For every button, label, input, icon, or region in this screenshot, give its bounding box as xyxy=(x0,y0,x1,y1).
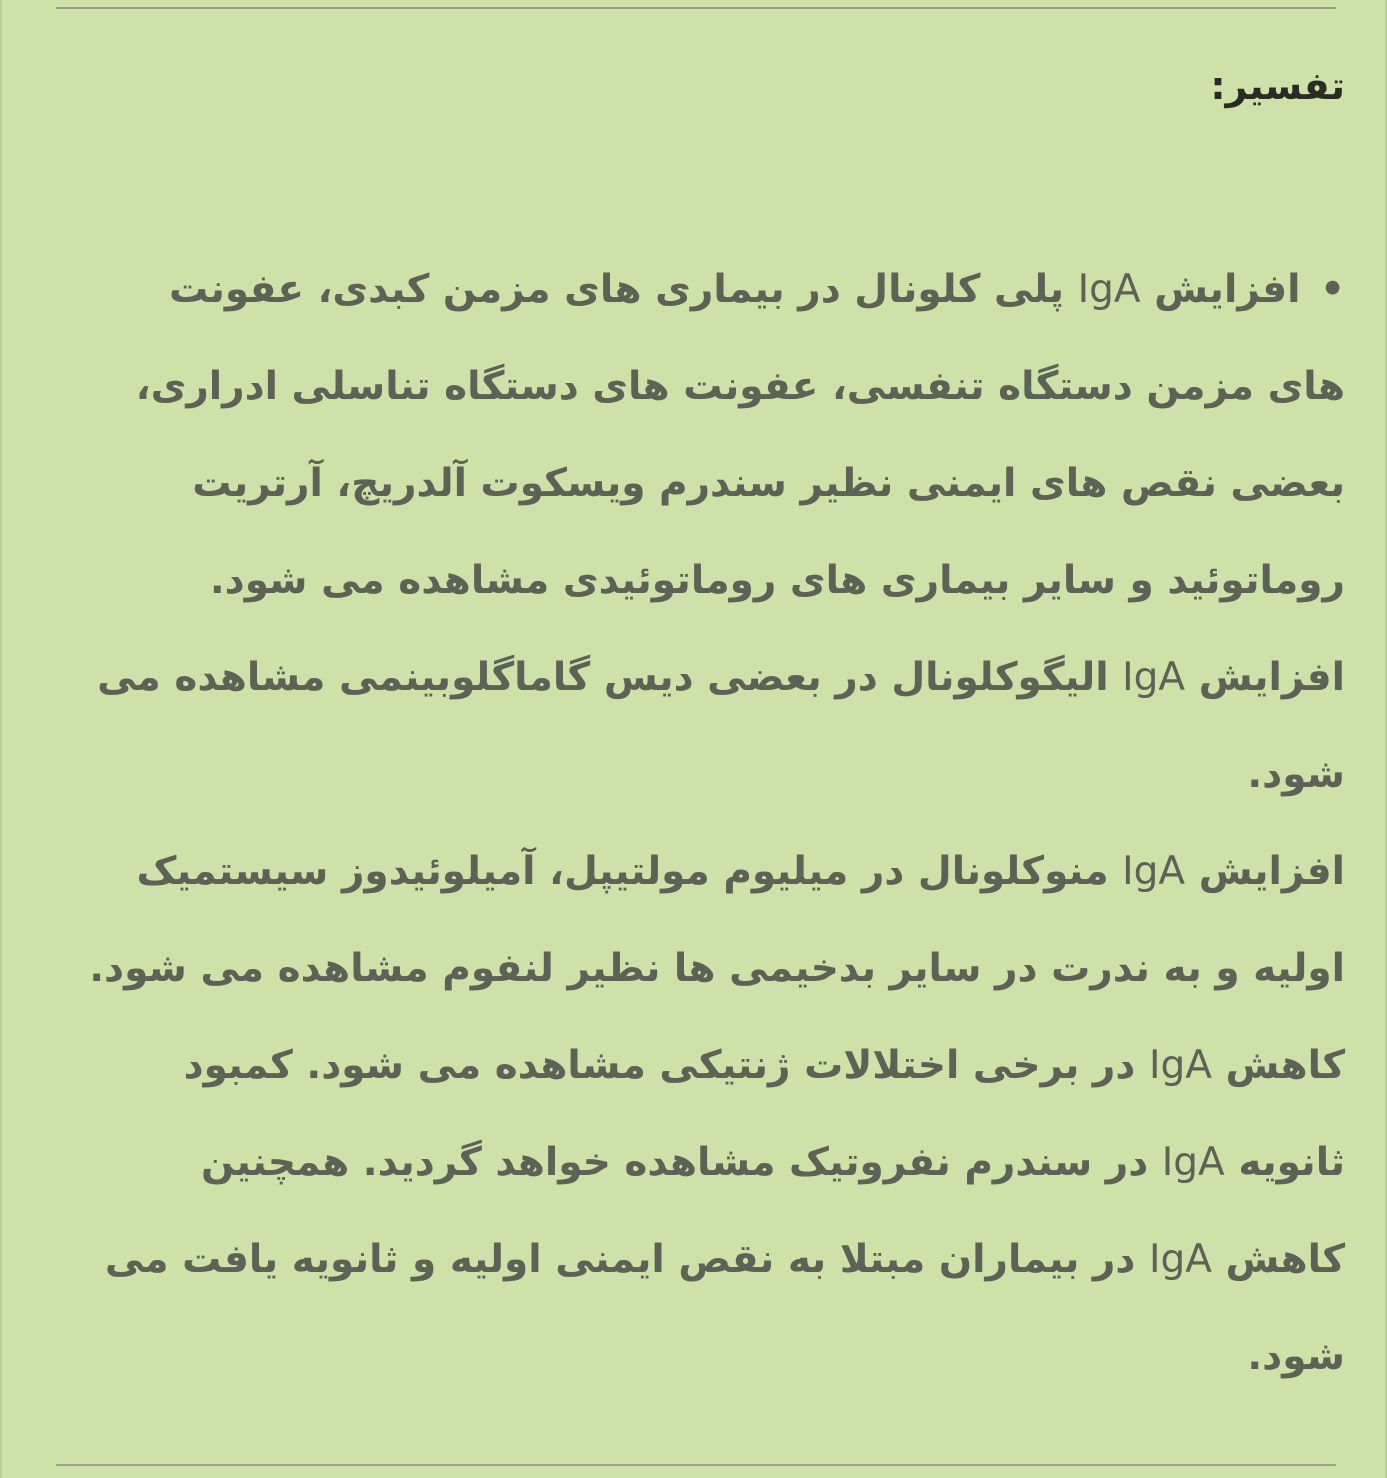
iga-term: IgA xyxy=(1148,1237,1212,1282)
paragraph-text: پلی کلونال در بیماری های مزمن کبدی، عفونت های مزمن دستگاه تنفسی، عفونت های دستگاه تناسلی ادراری، بعضی نقص های ایمنی نظیر سندرم ویسکوت آلدریچ، آرتریت روماتوئید و سایر بیماری های روماتوئیدی مشاهده می شود. xyxy=(135,267,1345,603)
paragraph-text: افزایش xyxy=(1154,267,1301,312)
section-title: تفسیر: xyxy=(1210,64,1345,108)
paragraph-text: در بیماران مبتلا به نقص ایمنی اولیه و ثانویه یافت می شود. xyxy=(104,1237,1345,1379)
iga-term: IgA xyxy=(1122,849,1186,894)
iga-term: IgA xyxy=(1148,1043,1212,1088)
bottom-divider xyxy=(56,1464,1336,1466)
paragraph-text: در سندرم نفروتیک مشاهده خواهد گردید. همچنین کاهش xyxy=(201,1140,1345,1282)
bullet-icon: • xyxy=(1320,267,1345,312)
paragraph-decrease xyxy=(78,1017,1345,1405)
paragraph-text: منوکلونال در میلیوم مولتیپل، آمیلوئیدوز سیستمیک اولیه و به ندرت در سایر بدخیمی ها نظیر لنفوم مشاهده می شود. xyxy=(89,849,1345,991)
paragraph-text: کاهش xyxy=(1225,1043,1345,1088)
paragraph-oligoclonal xyxy=(78,629,1345,823)
interpretation-body xyxy=(78,241,1345,1405)
paragraph-text: افزایش xyxy=(1198,849,1345,894)
iga-term: IgA xyxy=(1161,1140,1225,1185)
iga-term: IgA xyxy=(1122,655,1186,700)
paragraph-text: در برخی اختلالات ژنتیکی مشاهده می شود. کمبود ثانویه xyxy=(183,1043,1345,1185)
paragraph-polyclonal xyxy=(78,241,1345,629)
iga-term: IgA xyxy=(1077,267,1141,312)
paragraph-text: الیگوکلونال در بعضی دیس گاماگلوبینمی مشاهده می شود. xyxy=(97,655,1345,797)
top-divider xyxy=(56,7,1336,9)
paragraph-text: افزایش xyxy=(1198,655,1345,700)
paragraph-monoclonal xyxy=(78,823,1345,1017)
